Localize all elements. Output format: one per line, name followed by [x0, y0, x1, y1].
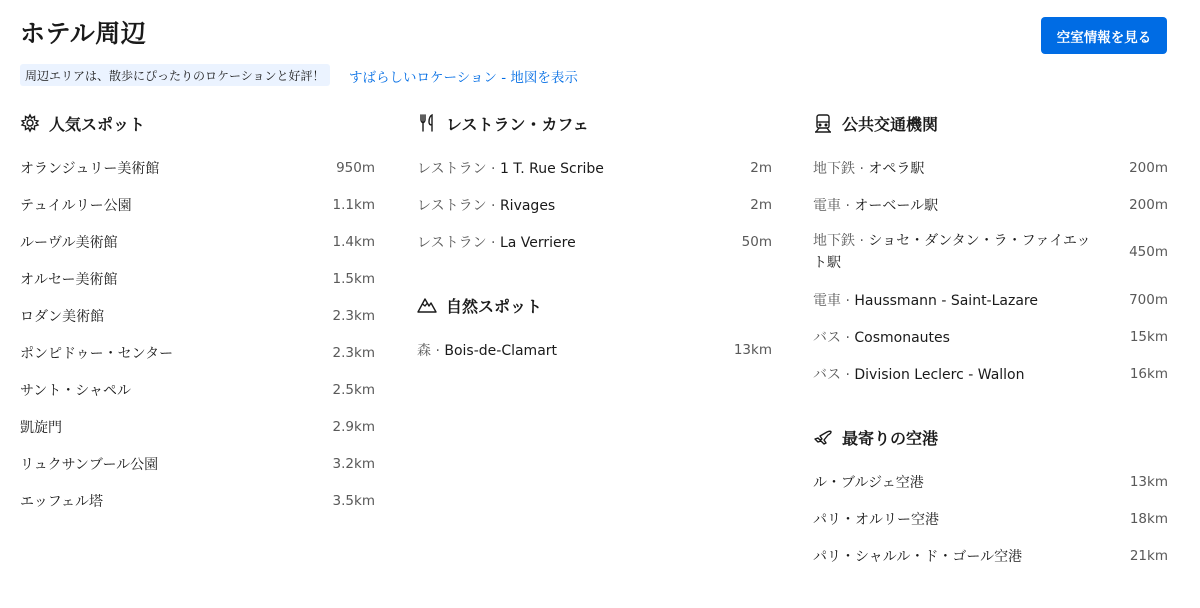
list-item	[813, 281, 1168, 318]
place-category: 電車	[813, 292, 841, 309]
fork-knife-icon	[417, 113, 437, 133]
place-distance: 1.4km	[332, 233, 375, 250]
place-category: レストラン	[417, 234, 487, 251]
place-name: エッフェル塔	[20, 493, 104, 510]
train-icon	[813, 113, 833, 133]
list-item	[417, 331, 772, 368]
place-name: 森 · Bois-de-Clamart	[417, 342, 558, 359]
place-name: テュイルリー公園	[20, 197, 132, 214]
list-item	[20, 371, 375, 408]
place-distance: 950m	[336, 159, 375, 176]
transit-list	[813, 149, 1168, 392]
list-item	[417, 149, 772, 186]
place-distance: 450m	[1129, 244, 1168, 260]
place-name: サント・シャペル	[20, 382, 132, 399]
list-item	[813, 149, 1168, 186]
landmark-icon	[20, 113, 40, 133]
place-distance: 3.5km	[332, 492, 375, 509]
list-item	[20, 223, 375, 260]
page-title: ホテル周辺	[20, 19, 147, 48]
place-name: バス · Division Leclerc - Wallon	[813, 366, 1025, 383]
place-category: 電車	[813, 197, 841, 214]
place-distance: 1.5km	[332, 270, 375, 287]
list-item	[813, 537, 1168, 574]
place-distance: 13km	[1129, 473, 1168, 490]
list-item	[813, 500, 1168, 537]
restaurants-title: レストラン・カフェ	[446, 114, 589, 134]
list-item	[20, 297, 375, 334]
place-distance: 16km	[1129, 365, 1168, 382]
list-item	[20, 186, 375, 223]
transport-column	[813, 110, 1168, 574]
show-map-link[interactable]: すばらしいロケーション - 地図を表示	[349, 70, 578, 86]
place-distance: 2.5km	[332, 381, 375, 398]
place-name: ロダン美術館	[20, 308, 105, 325]
list-item	[20, 482, 375, 519]
place-distance: 2.3km	[332, 344, 375, 361]
place-name: パリ・シャルル・ド・ゴール空港	[813, 548, 1023, 565]
place-distance: 200m	[1129, 159, 1168, 176]
place-name: 凱旋門	[20, 419, 62, 436]
place-name: リュクサンブール公園	[20, 456, 159, 473]
place-distance: 1.1km	[332, 196, 375, 213]
nature-heading	[417, 292, 772, 318]
place-name: オルセー美術館	[20, 271, 118, 288]
place-name: レストラン · La Verriere	[417, 234, 576, 251]
list-item	[813, 318, 1168, 355]
place-name: オランジュリー美術館	[20, 160, 160, 177]
place-distance: 15km	[1129, 328, 1168, 345]
list-item	[417, 223, 772, 260]
list-item	[813, 355, 1168, 392]
airports-list	[813, 463, 1168, 574]
list-item	[20, 445, 375, 482]
place-name: 地下鉄 · ショセ・ダンタン・ラ・ファイエット駅	[813, 233, 1091, 271]
place-category: バス	[813, 366, 841, 383]
place-distance: 700m	[1129, 291, 1168, 308]
airports-title: 最寄りの空港	[842, 428, 939, 448]
place-name: パリ・オルリー空港	[813, 511, 939, 528]
restaurants-heading	[417, 110, 772, 136]
popular-spots-list	[20, 149, 375, 519]
place-name: レストラン · Rivages	[417, 197, 556, 214]
place-category: 森	[417, 342, 431, 359]
list-item	[813, 463, 1168, 500]
list-item	[417, 186, 772, 223]
place-distance: 200m	[1129, 196, 1168, 213]
list-item	[20, 260, 375, 297]
place-distance: 2m	[750, 196, 772, 213]
check-availability-button[interactable]: 空室情報を見る	[1041, 17, 1167, 54]
list-item	[813, 223, 1168, 281]
place-category: 地下鉄	[813, 233, 855, 249]
place-category: レストラン	[417, 197, 487, 214]
place-distance: 2.3km	[332, 307, 375, 324]
list-item	[20, 334, 375, 371]
list-item	[813, 186, 1168, 223]
place-name: レストラン · 1 T. Rue Scribe	[417, 160, 604, 177]
place-name: 電車 · Haussmann - Saint-Lazare	[813, 292, 1038, 309]
nature-title: 自然スポット	[446, 296, 543, 316]
restaurants-list	[417, 149, 772, 260]
place-distance: 21km	[1129, 547, 1168, 564]
transit-heading	[813, 110, 1168, 136]
area-review-badge: 周辺エリアは、散歩にぴったりのロケーションと好評！	[20, 64, 330, 86]
place-distance: 3.2km	[332, 455, 375, 472]
place-distance: 18km	[1129, 510, 1168, 527]
place-distance: 2.9km	[332, 418, 375, 435]
mountain-icon	[417, 295, 437, 315]
place-name: ルーヴル美術館	[20, 234, 118, 251]
transit-title: 公共交通機関	[842, 114, 939, 134]
popular-spots-column	[20, 110, 375, 519]
popular-spots-title: 人気スポット	[49, 114, 146, 134]
list-item	[20, 408, 375, 445]
dining-nature-column	[417, 110, 772, 368]
popular-spots-heading	[20, 110, 375, 136]
place-name: 電車 · オーベール駅	[813, 197, 939, 214]
airports-heading	[813, 424, 1168, 450]
place-name: 地下鉄 · オペラ駅	[813, 160, 925, 177]
place-name: ル・ブルジェ空港	[813, 474, 924, 491]
nature-list	[417, 331, 772, 368]
place-category: バス	[813, 329, 841, 346]
place-category: レストラン	[417, 160, 487, 177]
place-distance: 2m	[750, 159, 772, 176]
place-distance: 13km	[733, 341, 772, 358]
airplane-icon	[813, 427, 833, 447]
place-distance: 50m	[741, 233, 772, 250]
place-name: バス · Cosmonautes	[813, 329, 950, 346]
place-name: ポンピドゥー・センター	[20, 345, 174, 362]
list-item	[20, 149, 375, 186]
place-category: 地下鉄	[813, 160, 855, 177]
